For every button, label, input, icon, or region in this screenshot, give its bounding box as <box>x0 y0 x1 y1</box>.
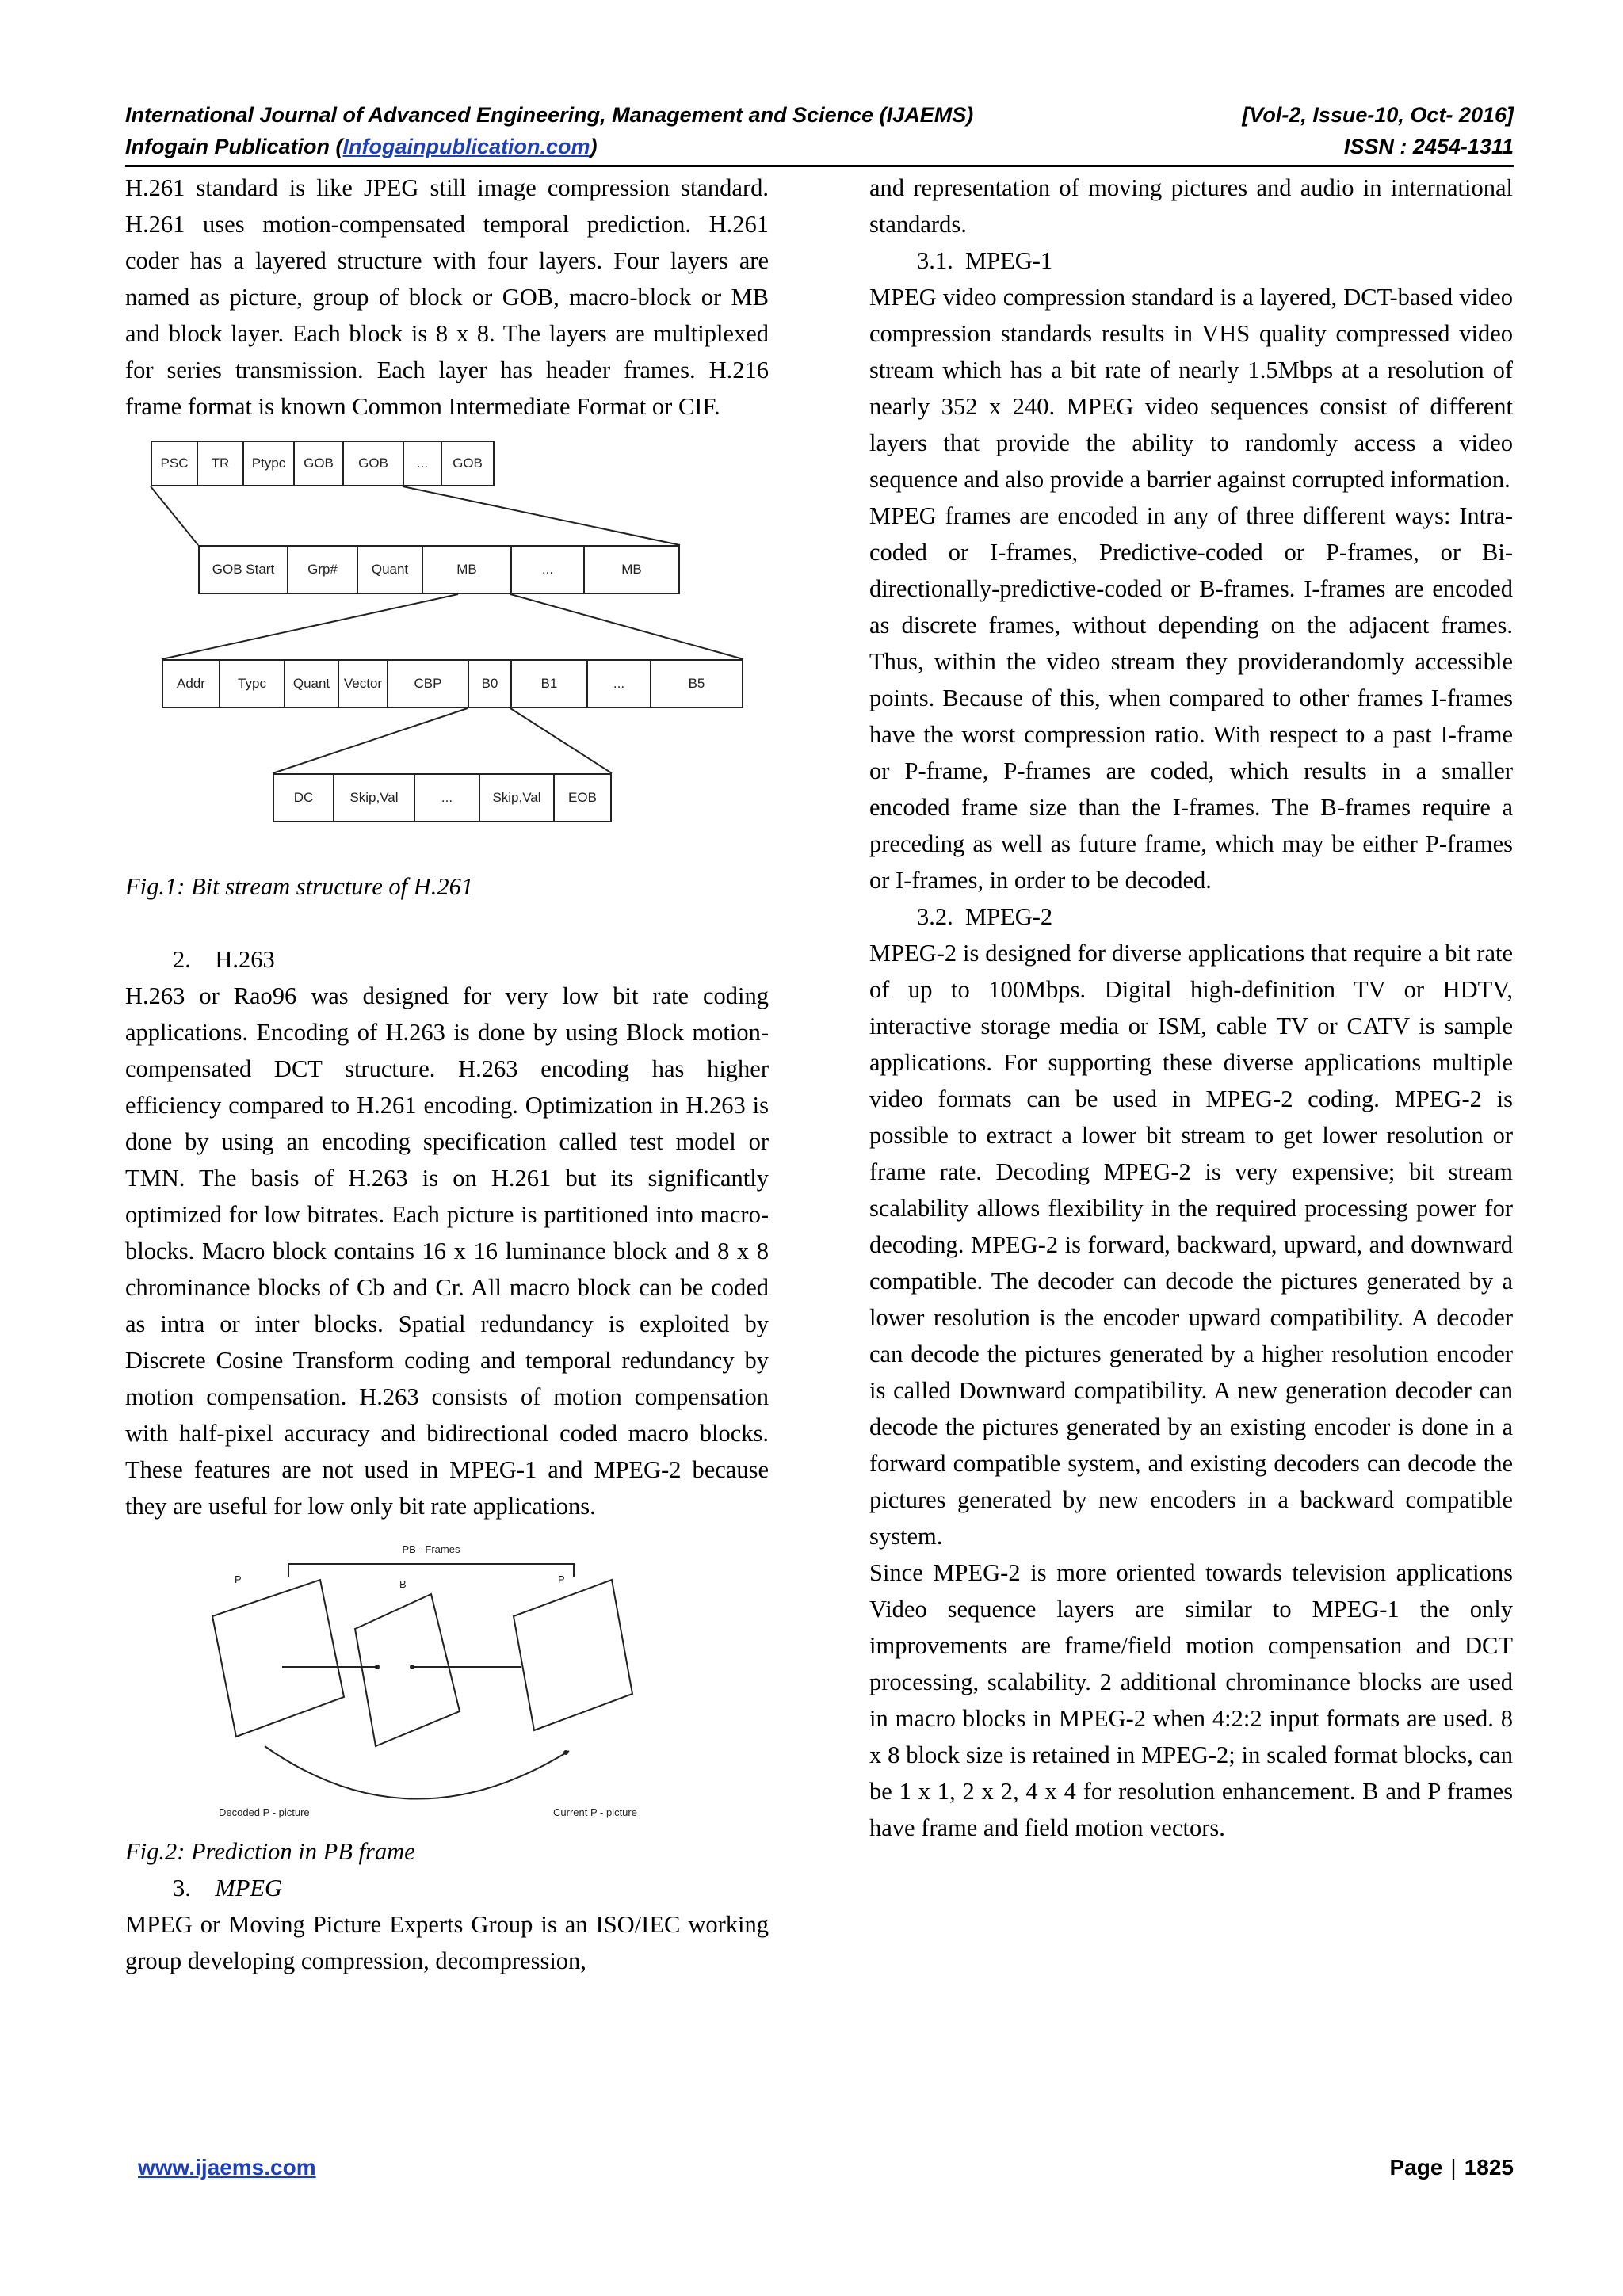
frame-p-left <box>212 1580 344 1737</box>
fig1-cell-psc: PSC <box>151 441 198 486</box>
fig1-cell-cbp: CBP <box>387 659 469 708</box>
journal-header-line1 <box>125 101 1514 128</box>
fig1-cell-gob-1: GOB <box>293 441 344 486</box>
fig1-cell-tr: TR <box>197 441 244 486</box>
section-3-title: MPEG <box>215 1875 283 1901</box>
section-3-heading <box>125 1870 769 1906</box>
pb-frames-label: PB - Frames <box>402 1543 460 1555</box>
frame-label-b: B <box>399 1578 407 1590</box>
fig1-cell-skipval-2: Skip,Val <box>479 773 555 822</box>
publisher-link[interactable]: Infogainpublication.com <box>342 135 590 158</box>
fig1-cell-mb-1: MB <box>422 545 512 594</box>
issn: ISSN : 2454-1311 <box>1343 135 1514 158</box>
frame-label-p-right: P <box>558 1573 565 1585</box>
fig1-cell-quant-2: Quant <box>284 659 339 708</box>
figure-1-caption: Fig.1: Bit stream structure of H.261 <box>125 873 474 900</box>
fig1-cell-typc: Typc <box>219 659 285 708</box>
fig1-cell-b1: B1 <box>510 659 588 708</box>
fig1-cell-ellipsis-1: ... <box>403 441 442 486</box>
subsection-3-1-number: 3.1. <box>917 247 953 274</box>
spacer <box>125 905 769 941</box>
publisher-suffix: ) <box>590 135 598 158</box>
fig1-cell-skipval-1: Skip,Val <box>333 773 415 822</box>
paragraph-mpeg2-b: Since MPEG-2 is more oriented towards television applications Video sequence layers are similar to MPEG-1 the only improvements are frame/field motion compensation and DCT processing, scalability. 2 additional chrominance blocks are used in macro blocks in MPEG-2 when 4:2:2 input formats are used. 8 x 8 block size is retained in MPEG-2; in scaled format blocks, can be 1 x 1, 2 x 2, 4 x 4 for resolution enhancement. B and P frames have frame and field motion vectors. <box>869 1559 1513 1841</box>
page-number: 1825 <box>1464 2155 1514 2180</box>
fig1-cell-gob-start: GOB Start <box>198 545 288 594</box>
label-current-p: Current P - picture <box>553 1806 637 1818</box>
page-number-block <box>1389 2155 1514 2180</box>
left-column <box>125 170 769 1979</box>
publisher-prefix: Infogain Publication ( <box>125 135 343 158</box>
fig1-cell-grp: Grp# <box>287 545 358 594</box>
section-2-number: 2. <box>173 946 191 973</box>
fig1-cell-ptypc: Ptypc <box>242 441 295 486</box>
frame-b <box>355 1594 460 1746</box>
fig1-cell-ellipsis-2: ... <box>510 545 585 594</box>
fig1-cell-b5: B5 <box>650 659 743 708</box>
fig1-cell-ellipsis-4: ... <box>414 773 480 822</box>
website-link[interactable]: www.ijaems.com <box>138 2155 316 2180</box>
prediction-arc <box>265 1746 569 1799</box>
paragraph-h261-intro: H.261 standard is like JPEG still image compression standard. H.261 uses motion-compensated temporal prediction. H.261 coder has a layered structure with four layers. Four layers are named as picture, group of block or GOB, macro-block or MB and block layer. Each block is 8 x 8. The layers are multiplexed for series transmission. Each layer has header frames. H.216 frame format is known Common Intermediate Format or CIF. <box>125 174 769 420</box>
label-decoded-p: Decoded P - picture <box>219 1806 310 1818</box>
volume-info: [Vol-2, Issue-10, Oct- 2016] <box>1242 103 1514 127</box>
header-rule <box>125 165 1514 167</box>
page-separator: | <box>1450 2155 1457 2180</box>
fig1-cell-dc: DC <box>273 773 334 822</box>
page-footer <box>138 2155 1514 2180</box>
figure-2-diagram <box>125 1532 769 1833</box>
figure-2-caption: Fig.2: Prediction in PB frame <box>125 1838 415 1865</box>
section-2-title: H.263 <box>215 946 275 973</box>
fig1-cell-eob: EOB <box>553 773 612 822</box>
fig1-cell-mb-2: MB <box>583 545 680 594</box>
section-3-number: 3. <box>173 1875 191 1901</box>
page-label: Page <box>1389 2155 1443 2180</box>
pb-frames-bracket <box>288 1564 574 1577</box>
figure-1 <box>125 436 769 864</box>
paragraph-mpeg-cont: and representation of moving pictures and audio in international standards. <box>869 174 1513 238</box>
subsection-3-1-heading <box>869 242 1513 279</box>
frame-p-right <box>514 1580 632 1730</box>
fig1-cell-addr: Addr <box>162 659 220 708</box>
subsection-3-2-heading <box>869 898 1513 935</box>
paragraph-mpeg1-a: MPEG video compression standard is a layered, DCT-based video compression standards results in VHS quality compressed video stream which has a bit rate of nearly 1.5Mbps at a resolution of nearly 352 x 240. MPEG video sequences consist of different layers that provide the ability to randomly access a video sequence and also provide a barrier against corrupted information. <box>869 284 1513 493</box>
frame-label-p-left: P <box>235 1573 242 1585</box>
subsection-3-2-title: MPEG-2 <box>965 903 1053 930</box>
journal-header-line2 <box>125 133 1514 160</box>
fig1-cell-quant-1: Quant <box>357 545 423 594</box>
paragraph-mpeg2-a: MPEG-2 is designed for diverse applications that require a bit rate of up to 100Mbps. Digital high-definition TV or HDTV, interactive storage media or ISM, cable TV or CATV is sample applications. For supporting these diverse applications multiple video formats can be used in MPEG-2 coding. MPEG-2 is possible to extract a lower bit stream to get lower resolution or frame rate. Decoding MPEG-2 is very expensive; bit stream scalability allows flexibility in the required processing power for decoding. MPEG-2 is forward, backward, upward, and downward compatible. The decoder can decode the pictures generated by a lower resolution is the encoder upward compatibility. A decoder can decode the pictures generated by a higher resolution encoder is called Downward compatibility. A new generation decoder can decode the pictures generated by an existing encoder is done in a forward compatible system, and existing decoders can decode the pictures generated by new encoders in a backward compatible system. <box>869 940 1513 1550</box>
fig1-cell-ellipsis-3: ... <box>586 659 651 708</box>
journal-title: International Journal of Advanced Engineering, Management and Science (IJAEMS) <box>125 103 974 127</box>
section-2-heading <box>125 941 769 978</box>
subsection-3-2-number: 3.2. <box>917 903 953 930</box>
fig1-cell-vector: Vector <box>338 659 388 708</box>
paragraph-mpeg-start: MPEG or Moving Picture Experts Group is an ISO/IEC working group developing compression, decompression, <box>125 1911 769 1974</box>
subsection-3-1-title: MPEG-1 <box>965 247 1053 274</box>
paragraph-h263: H.263 or Rao96 was designed for very low bit rate coding applications. Encoding of H.263 is done by using Block motion-compensated DCT structure. H.263 encoding has higher efficiency compared to H.261 encoding. Optimization in H.263 is done by using an encoding specification called test model or TMN. The basis of H.263 is on H.261 but its significantly optimized for low bitrates. Each picture is partitioned into macro-blocks. Macro block contains 16 x 16 luminance block and 8 x 8 chrominance blocks of Cb and Cr. All macro block can be coded as intra or inter blocks. Spatial redundancy is exploited by Discrete Cosine Transform coding and temporal redundancy by motion compensation. H.263 consists of motion compensation with half-pixel accuracy and bidirectional coded macro blocks. These features are not used in MPEG-1 and MPEG-2 because they are useful for low only bit rate applications. <box>125 982 769 1520</box>
fig1-cell-b0: B0 <box>468 659 512 708</box>
right-column <box>869 170 1513 1846</box>
figure-2 <box>125 1532 769 1833</box>
paragraph-mpeg1-b: MPEG frames are encoded in any of three different ways: Intra-coded or I-frames, Predictive-coded or P-frames, or Bi-directionally-predictive-coded or B-frames. I-frames are encoded as discrete frames, without depending on the adjacent frames. Thus, within the video stream they providerandomly accessible points. Because of this, when compared to other frames I-frames have the worst compression ratio. With respect to a past I-frame or P-frame, P-frames are coded, which results in a smaller encoded frame size than the I-frames. The B-frames require a preceding as well as future frame, which may be either P-frames or I-frames, in order to be decoded. <box>869 502 1513 894</box>
fig1-cell-gob-3: GOB <box>441 441 495 486</box>
fig1-cell-gob-2: GOB <box>342 441 404 486</box>
